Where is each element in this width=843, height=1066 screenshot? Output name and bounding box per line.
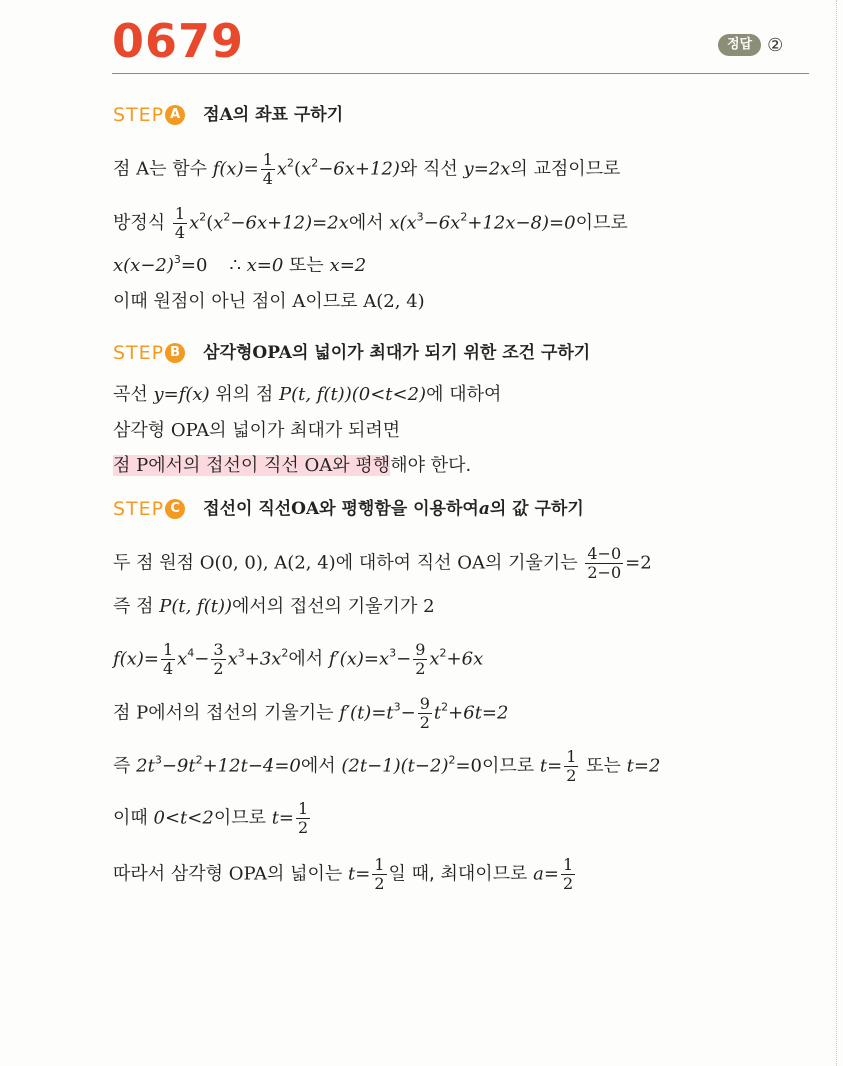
fraction-denominator: 2 xyxy=(374,874,385,893)
math: x(x xyxy=(389,212,417,234)
fraction-denominator: 2 xyxy=(213,659,224,678)
math: t=2 xyxy=(626,755,661,777)
fraction xyxy=(413,641,427,678)
point-label: P xyxy=(136,455,149,476)
fraction-numerator: 9 xyxy=(415,640,426,659)
math: t= xyxy=(348,863,371,885)
math: = xyxy=(243,158,259,180)
fraction xyxy=(173,205,187,242)
math: =2 xyxy=(625,552,652,574)
math: (2t−1)(t−2) xyxy=(341,755,449,777)
exponent: 2 xyxy=(281,646,289,660)
problem-number: 0679 xyxy=(112,14,245,68)
exponent: 2 xyxy=(441,700,449,714)
exponent: 2 xyxy=(448,753,456,767)
exponent: 2 xyxy=(199,210,207,224)
math: ( xyxy=(294,158,302,180)
math: x=0 xyxy=(246,255,284,276)
math: =0 xyxy=(180,255,208,276)
text: 에서의 접선의 기울기가 xyxy=(232,596,424,617)
math: x xyxy=(177,648,188,670)
exponent: 3 xyxy=(393,700,401,714)
fraction-denominator: 4 xyxy=(174,223,186,242)
fraction-numerator: 1 xyxy=(174,204,186,223)
step-c-title-mid: 와 평행함을 이용하여 xyxy=(319,499,479,519)
math: 0<t<2 xyxy=(153,807,214,829)
fraction xyxy=(261,151,275,188)
fraction-denominator: 2 xyxy=(562,874,574,893)
step-b-heading xyxy=(113,341,590,365)
text: 에서의 접선이 직선 xyxy=(148,455,305,476)
math: OPA xyxy=(228,863,267,885)
text: 또는 xyxy=(580,755,627,777)
text: 에 대하여 xyxy=(426,384,502,405)
point-label: P xyxy=(136,702,149,724)
text: 와 평행 xyxy=(332,455,391,476)
exponent: 4 xyxy=(187,646,195,660)
exponent: 3 xyxy=(389,646,397,660)
text: 위의 점 xyxy=(209,384,279,405)
math: f′(t)=t xyxy=(339,702,394,724)
fraction-denominator: 4 xyxy=(162,659,174,678)
math: +12t−4=0 xyxy=(202,755,301,777)
math: x xyxy=(189,212,200,234)
math: − xyxy=(194,648,210,670)
fraction-numerator: 1 xyxy=(374,855,385,874)
math: OA xyxy=(304,455,333,476)
math: OA xyxy=(457,552,485,574)
math: − xyxy=(400,702,416,724)
text: 에 대하여 직선 xyxy=(335,552,458,574)
math: x(x−2) xyxy=(113,255,174,276)
math: t= xyxy=(539,755,563,777)
step-b-word: STEP xyxy=(113,342,165,364)
step-c-line-1 xyxy=(113,545,652,582)
step-c-line-5 xyxy=(113,748,660,785)
step-a-line-3 xyxy=(113,254,366,278)
step-a-title-post: 의 좌표 구하기 xyxy=(232,105,344,125)
step-c-line-7 xyxy=(113,856,577,893)
step-b-line-2 xyxy=(113,419,400,443)
step-a-word: STEP xyxy=(113,104,165,126)
fraction-numerator: 1 xyxy=(298,799,309,818)
text: 따라서 삼각형 xyxy=(113,863,229,885)
exponent: 2 xyxy=(311,156,319,170)
text: 해야 한다. xyxy=(390,455,472,476)
math: x xyxy=(213,212,224,234)
math: =0 xyxy=(455,755,483,777)
exponent: 2 xyxy=(195,753,203,767)
math: x xyxy=(301,158,312,180)
fraction xyxy=(561,856,575,893)
fraction-numerator: 3 xyxy=(213,640,224,659)
text: 이므로 xyxy=(575,212,628,234)
point-label: A xyxy=(292,291,306,312)
math: f′(x)=x xyxy=(328,648,390,670)
text: 는 함수 xyxy=(149,158,213,180)
step-c-title-var: OA xyxy=(291,499,320,519)
step-c-word: STEP xyxy=(113,498,165,520)
math: OPA xyxy=(170,420,210,441)
text: 이므로 xyxy=(482,755,540,777)
text: 점 xyxy=(113,455,137,476)
math: +6x xyxy=(446,648,484,670)
text: 즉 xyxy=(113,755,137,777)
math: −6x xyxy=(423,212,461,234)
text: 점 xyxy=(113,702,137,724)
answer-area xyxy=(718,33,783,57)
step-b-badge: B xyxy=(165,343,185,363)
math: y=f(x) xyxy=(153,384,210,405)
math: x xyxy=(429,648,440,670)
fraction-numerator: 1 xyxy=(562,855,574,874)
math: O(0, 0), A(2, 4) xyxy=(199,552,336,574)
fraction-denominator: 2−0 xyxy=(587,563,622,582)
math: −6x+12) xyxy=(318,158,400,180)
fraction xyxy=(418,695,432,732)
math: t xyxy=(433,702,442,724)
text: 일 때, 최대이므로 xyxy=(388,863,534,885)
text: 이므로 xyxy=(305,291,364,312)
step-a-line-2 xyxy=(113,205,628,242)
fraction xyxy=(296,800,310,837)
fraction-numerator: 1 xyxy=(262,150,273,169)
fraction-denominator: 2 xyxy=(415,659,426,678)
answer-value: ② xyxy=(767,34,784,56)
fraction-numerator: 1 xyxy=(162,640,174,659)
step-b-title-var: OPA xyxy=(252,343,292,363)
step-b-line-1 xyxy=(113,383,501,407)
text: 점 xyxy=(113,158,137,180)
math: f(x)= xyxy=(113,648,159,670)
exponent: 3 xyxy=(154,753,162,767)
step-c-line-6 xyxy=(113,800,312,837)
fraction-denominator: 2 xyxy=(298,818,309,837)
step-c-line-3 xyxy=(113,641,483,678)
text: 이때 원점이 아닌 점이 xyxy=(113,291,293,312)
text: 이때 xyxy=(113,807,154,829)
exponent: 2 xyxy=(287,156,295,170)
fraction-denominator: 2 xyxy=(419,713,430,732)
text: 이므로 xyxy=(213,807,272,829)
text: 에서의 접선의 기울기는 xyxy=(148,702,340,724)
math: x xyxy=(227,648,238,670)
math: −6x+12)=2x xyxy=(230,212,349,234)
step-a-badge: A xyxy=(165,105,185,125)
step-a-title-var: A xyxy=(219,105,233,125)
exponent: 3 xyxy=(416,210,424,224)
step-c-line-4 xyxy=(113,695,508,732)
exponent: 2 xyxy=(439,646,447,660)
math: y=2x xyxy=(463,158,511,180)
math: t= xyxy=(271,807,295,829)
answer-badge: 정답 xyxy=(718,34,761,56)
step-c-heading xyxy=(113,497,584,521)
math: P(t, f(t))(0<t<2) xyxy=(278,384,427,405)
math: +12x−8)=0 xyxy=(467,212,576,234)
exponent: 3 xyxy=(173,253,181,266)
fraction-numerator: 1 xyxy=(566,747,577,766)
math: A(2, 4) xyxy=(363,291,425,312)
step-b-line-3 xyxy=(113,454,471,478)
text: 즉 점 xyxy=(113,596,160,617)
step-c-title-a: a xyxy=(478,499,490,519)
fraction xyxy=(372,856,386,893)
fraction-numerator: 9 xyxy=(419,694,430,713)
math: −9t xyxy=(161,755,196,777)
point-label: A xyxy=(136,158,150,180)
fraction-denominator: 4 xyxy=(262,169,273,188)
header-divider xyxy=(112,73,809,74)
math: +3x xyxy=(244,648,282,670)
math: a= xyxy=(533,863,559,885)
step-a-title-pre: 점 xyxy=(203,105,220,125)
text: 에서 xyxy=(288,648,329,670)
fraction xyxy=(211,641,225,678)
text: 에서 xyxy=(348,212,390,234)
exponent: 2 xyxy=(223,210,231,224)
text: 곡선 xyxy=(113,384,154,405)
fraction-denominator: 2 xyxy=(566,766,577,785)
math: x xyxy=(276,158,288,180)
fraction xyxy=(585,545,623,582)
step-a-line-4 xyxy=(113,290,425,314)
step-c-badge: C xyxy=(165,499,185,519)
math: − xyxy=(396,648,412,670)
math: ( xyxy=(206,212,214,234)
fraction xyxy=(161,641,175,678)
text: 방정식 xyxy=(113,212,171,234)
math: x=2 xyxy=(329,255,367,276)
step-c-title-post: 의 값 구하기 xyxy=(489,499,584,519)
text: 의 교점이므로 xyxy=(510,158,621,180)
page-edge-dotted-line xyxy=(836,0,837,1066)
step-c-title-pre: 접선이 직선 xyxy=(203,499,292,519)
math: P(t, f(t)) xyxy=(159,596,233,617)
text: 삼각형 xyxy=(113,420,171,441)
step-b-title-pre: 삼각형 xyxy=(203,343,253,363)
highlighted-condition xyxy=(113,455,390,476)
text: 의 기울기는 xyxy=(484,552,584,574)
text: 의 넓이가 최대가 되려면 xyxy=(209,420,401,441)
text: 와 직선 xyxy=(399,158,464,180)
math: 2t xyxy=(136,755,155,777)
fraction xyxy=(564,748,578,785)
math: +6t=2 xyxy=(448,702,509,724)
step-a-heading xyxy=(113,103,343,127)
fraction-numerator: 4−0 xyxy=(587,544,622,563)
exponent: 3 xyxy=(237,646,245,660)
math: f(x) xyxy=(212,158,244,180)
step-b-title-post: 의 넓이가 최대가 되기 위한 조건 구하기 xyxy=(291,343,591,363)
therefore-symbol: ∴ xyxy=(229,255,247,276)
text: 에서 xyxy=(300,755,342,777)
text: 의 넓이는 xyxy=(267,863,348,885)
text: 또는 xyxy=(283,255,330,276)
step-c-line-2 xyxy=(113,595,435,619)
exponent: 2 xyxy=(460,210,468,224)
text: 두 점 원점 xyxy=(113,552,200,574)
step-a-line-1 xyxy=(113,151,620,188)
math: 2 xyxy=(423,596,435,617)
